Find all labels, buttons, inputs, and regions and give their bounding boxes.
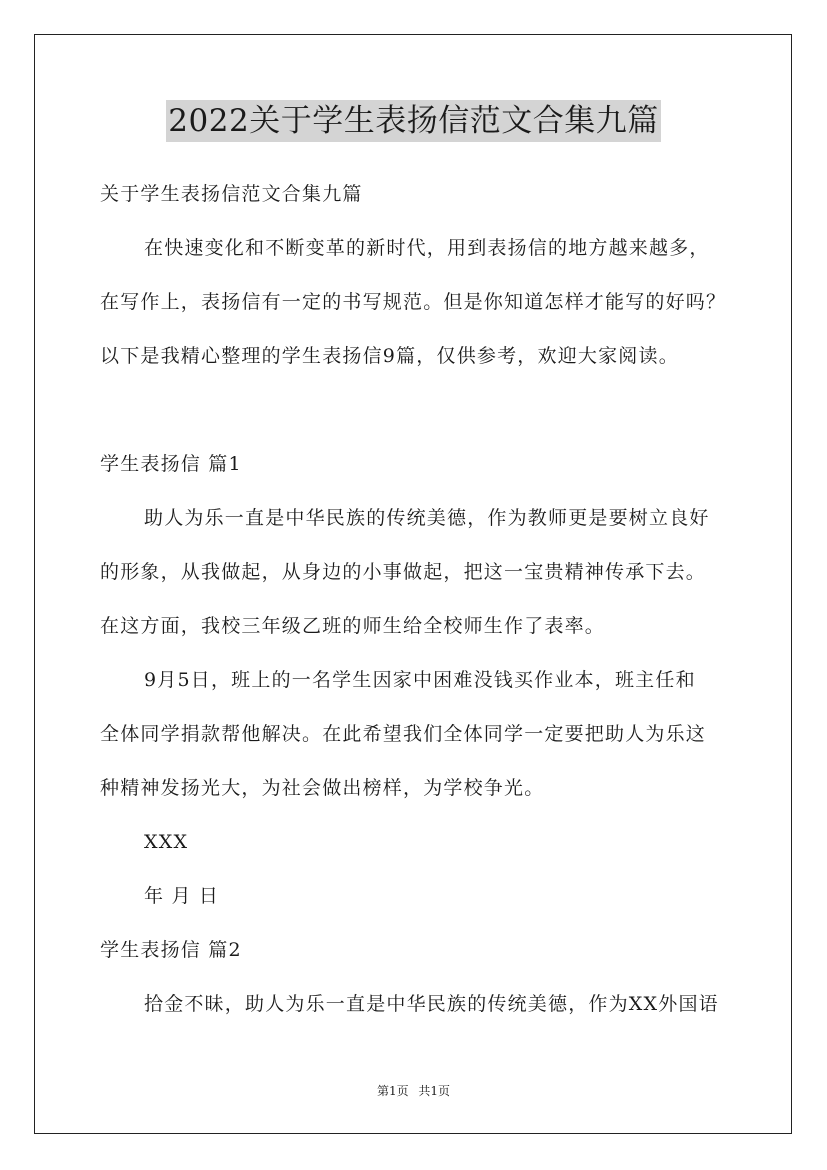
section-1-signature: XXX [144,831,189,853]
document-title: 2022关于学生表扬信范文合集九篇 [166,100,660,142]
page-number-current: 第1页 [376,1084,409,1098]
section-1-para-1-line-3: 在这方面，我校三年级乙班的师生给全校师生作了表率。 [100,615,606,637]
intro-line-1: 在快速变化和不断变革的新时代，用到表扬信的地方越来越多， [144,237,710,259]
title-container [0,100,827,142]
section-1-para-2-line-2: 全体同学捐款帮他解决。在此希望我们全体同学一定要把助人为乐这 [100,723,707,745]
section-1-para-1-line-1: 助人为乐一直是中华民族的传统美德，作为教师更是要树立良好 [144,507,710,529]
page-number-total: 共1页 [418,1084,451,1098]
document-subtitle: 关于学生表扬信范文合集九篇 [100,183,363,205]
section-2-heading: 学生表扬信 篇2 [100,939,242,961]
section-1-heading: 学生表扬信 篇1 [100,453,242,475]
section-2-para-1-line-1: 拾金不昧，助人为乐一直是中华民族的传统美德，作为XX外国语 [144,993,719,1015]
section-1-para-1-line-2: 的形象，从我做起，从身边的小事做起，把这一宝贵精神传承下去。 [100,561,707,583]
intro-line-3: 以下是我精心整理的学生表扬信9篇，仅供参考，欢迎大家阅读。 [100,345,679,367]
section-1-date: 年 月 日 [144,885,220,907]
intro-line-2: 在写作上，表扬信有一定的书写规范。但是你知道怎样才能写的好吗？ [100,291,727,313]
section-1-para-2-line-3: 种精神发扬光大，为社会做出榜样，为学校争光。 [100,777,545,799]
page-footer [0,1083,827,1099]
section-1-para-2-line-1: 9月5日，班上的一名学生因家中困难没钱买作业本，班主任和 [144,669,696,691]
